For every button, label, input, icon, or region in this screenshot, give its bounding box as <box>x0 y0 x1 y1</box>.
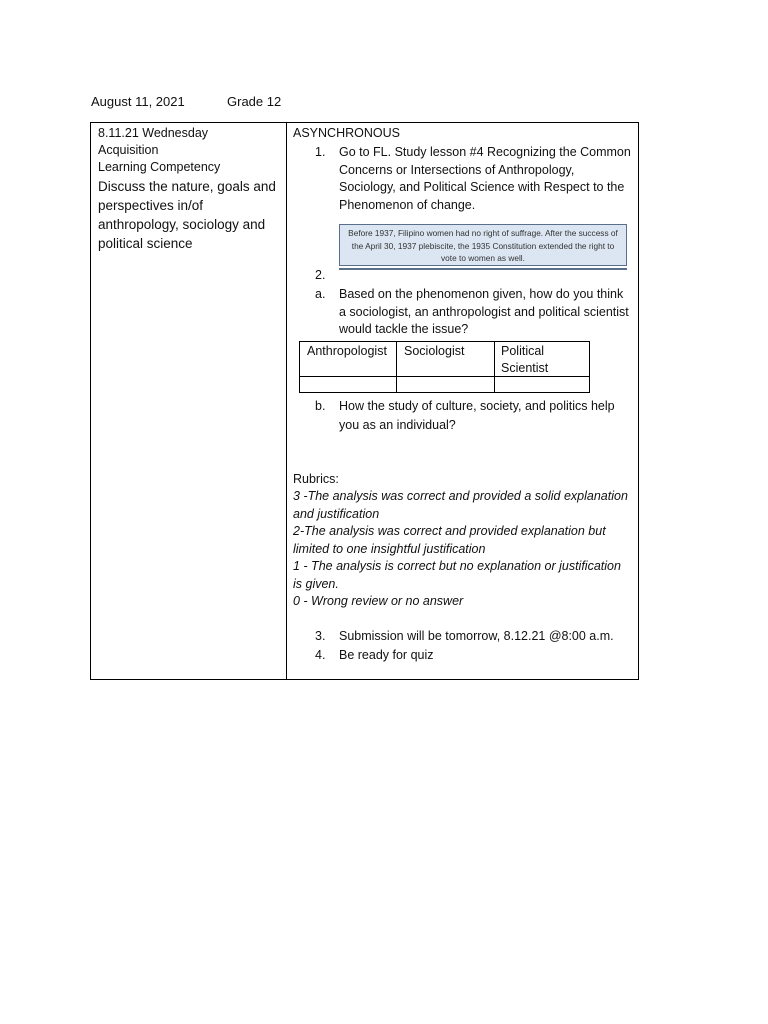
header-sociologist: Sociologist <box>404 343 465 358</box>
item-number: 1. <box>315 145 326 159</box>
item-number: 2. <box>315 268 326 282</box>
instruction-item-4 <box>293 646 632 665</box>
rubric-0: 0 - Wrong review or no answer <box>293 594 464 608</box>
question-b <box>293 397 632 435</box>
rubric-1: 1 - The analysis is correct but no explanation or justification is given. <box>293 559 621 591</box>
item-text: Go to FL. Study lesson #4 Recognizing the Common Concerns or Intersections of Anthropology, Sociology, and Political Science with Respect to the Phenomenon of change. <box>339 145 631 212</box>
question-a-text: Based on the phenomenon given, how do you think a sociologist, an anthropologist and political scientist would tackle the issue? <box>339 287 629 336</box>
instruction-item-2 <box>293 224 632 286</box>
item-number: 3. <box>315 628 326 643</box>
column-divider <box>396 342 397 392</box>
column-divider <box>494 342 495 392</box>
mode-label: ASYNCHRONOUS <box>293 126 400 140</box>
lesson-phase: Acquisition <box>98 143 159 157</box>
item-number: 4. <box>315 647 326 662</box>
question-b-text: How the study of culture, society, and politics help you as an individual? <box>339 398 615 432</box>
item-text: Be ready for quiz <box>339 647 434 662</box>
rubric-2: 2-The analysis was correct and provided explanation but limited to one insightful justification <box>293 524 606 556</box>
rubric-3: 3 -The analysis was correct and provided a solid explanation and justification <box>293 489 628 521</box>
question-a <box>293 286 632 339</box>
instruction-item-1 <box>293 144 632 214</box>
header-date: August 11, 2021 <box>91 94 185 109</box>
rubrics-title: Rubrics: <box>293 471 339 486</box>
item-letter: b. <box>315 398 326 413</box>
header-anthropologist: Anthropologist <box>307 343 387 358</box>
callout-underline <box>339 268 627 270</box>
item-letter: a. <box>315 287 326 301</box>
competency-text: Discuss the nature, goals and perspectives in/of anthropology, sociology and political science <box>98 179 276 251</box>
activity-column <box>287 123 638 679</box>
item-text: Submission will be tomorrow, 8.12.21 @8:00 a.m. <box>339 628 614 643</box>
phenomenon-callout: Before 1937, Filipino women had no right of suffrage. After the success of the April 30, 1937 plebiscite, the 1935 Constitution extended the right to vote to women as well. <box>339 224 627 266</box>
document-header <box>91 94 282 109</box>
perspectives-table <box>299 341 590 393</box>
lesson-info-column <box>91 123 287 679</box>
instruction-item-3 <box>293 627 632 646</box>
lesson-plan-table <box>90 122 639 680</box>
header-grade: Grade 12 <box>227 94 282 109</box>
lesson-day: 8.11.21 Wednesday <box>98 126 209 140</box>
row-divider <box>300 376 589 377</box>
competency-label: Learning Competency <box>98 160 221 174</box>
header-political-scientist: Political Scientist <box>501 343 549 375</box>
rubrics-section <box>293 471 632 611</box>
